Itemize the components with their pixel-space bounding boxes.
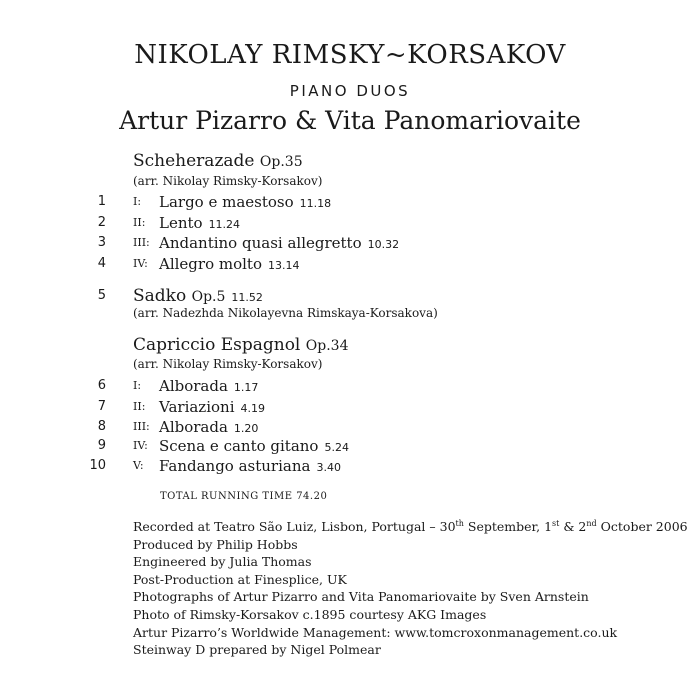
movement-name: Largo e maestoso — [159, 193, 294, 211]
track-number: 7 — [97, 399, 106, 414]
movement-name: Alborada — [159, 418, 228, 436]
movement-title — [159, 436, 349, 458]
track-number: 1 — [97, 194, 106, 209]
credit-line: Steinway D prepared by Nigel Polmear — [133, 642, 381, 658]
track-row-sadko — [0, 286, 700, 306]
track-row — [0, 233, 700, 253]
work-title-sadko — [133, 286, 263, 308]
track-number: 2 — [97, 215, 106, 230]
work-title-capriccio — [133, 335, 349, 356]
track-number: 3 — [97, 235, 106, 250]
track-number: 5 — [97, 288, 106, 303]
credit-text: September, 1 — [463, 519, 553, 534]
track-duration: 11.18 — [299, 197, 332, 210]
track-duration: 10.32 — [367, 238, 400, 251]
movement-number: V: — [133, 459, 144, 472]
track-duration: 5.24 — [324, 441, 349, 454]
credit-line: Post-Production at Finesplice, UK — [133, 571, 347, 587]
track-number: 6 — [97, 378, 106, 393]
work-arranger: (arr. Nikolay Rimsky-Korsakov) — [133, 357, 323, 371]
track-number: 10 — [89, 458, 106, 473]
track-duration: 1.17 — [233, 381, 259, 394]
movement-title — [159, 192, 331, 214]
track-duration: 11.24 — [208, 218, 241, 231]
work-opus: Op.5 — [191, 289, 226, 305]
work-opus: Op.35 — [259, 154, 303, 170]
composer-name: NIKOLAY RIMSKY~KORSAKOV — [134, 40, 566, 70]
track-row — [0, 254, 700, 274]
track-duration: 11.52 — [231, 291, 263, 304]
work-name: Scheherazade — [133, 151, 255, 171]
ordinal-suffix: nd — [586, 518, 597, 528]
track-row — [0, 192, 700, 212]
credit-line: Produced by Philip Hobbs — [133, 536, 298, 552]
movement-name: Scena e canto gitano — [159, 437, 319, 455]
track-row — [0, 436, 700, 456]
work-arranger: (arr. Nikolay Rimsky-Korsakov) — [133, 174, 323, 188]
movement-title — [159, 213, 240, 235]
movement-number: II: — [133, 216, 146, 229]
ordinal-suffix: th — [455, 518, 464, 528]
track-duration: 3.40 — [316, 461, 341, 474]
track-duration: 13.14 — [268, 259, 300, 272]
movement-name: Variazioni — [159, 398, 235, 416]
movement-title — [159, 233, 399, 255]
work-name: Capriccio Espagnol — [133, 335, 301, 355]
movement-name: Fandango asturiana — [159, 457, 311, 475]
movement-title — [159, 397, 265, 419]
movement-number: II: — [133, 400, 146, 413]
credit-recorded — [133, 518, 688, 536]
movement-name: Allegro molto — [159, 255, 262, 273]
ordinal-suffix: st — [552, 518, 560, 528]
movement-number: I: — [133, 195, 142, 208]
credit-text: Recorded at Teatro São Luiz, Lisbon, Portugal – 30 — [133, 519, 456, 534]
track-duration: 4.19 — [240, 402, 265, 415]
movement-name: Andantino quasi allegretto — [159, 234, 362, 252]
album-subtitle: PIANO DUOS — [289, 82, 411, 100]
track-duration: 1.20 — [233, 422, 259, 435]
track-number: 8 — [97, 419, 106, 434]
total-running-time: TOTAL RUNNING TIME 74.20 — [160, 491, 328, 502]
movement-number: I: — [133, 379, 142, 392]
movement-number: IV: — [133, 257, 148, 270]
track-number: 9 — [97, 438, 106, 453]
movement-name: Lento — [159, 214, 203, 232]
work-arranger: (arr. Nadezhda Nikolayevna Rimskaya-Korsakova) — [133, 306, 438, 320]
track-row — [0, 376, 700, 396]
credit-text: October 2006 — [596, 519, 688, 534]
movement-number: III: — [133, 420, 150, 433]
movement-number: III: — [133, 236, 150, 249]
track-number: 4 — [97, 256, 106, 271]
movement-title — [159, 376, 258, 398]
credit-text: & 2 — [559, 519, 587, 534]
credit-line: Engineered by Julia Thomas — [133, 554, 312, 570]
movement-name: Alborada — [159, 377, 228, 395]
track-row — [0, 456, 700, 476]
movement-title — [159, 254, 300, 276]
work-name: Sadko — [133, 286, 187, 306]
movement-number: IV: — [133, 439, 148, 452]
track-row — [0, 417, 700, 437]
performers: Artur Pizarro & Vita Panomariovaite — [119, 106, 581, 135]
work-opus: Op.34 — [305, 338, 349, 354]
credit-line: Artur Pizarro’s Worldwide Management: www.tomcroxonmanagement.co.uk — [133, 624, 618, 640]
track-row — [0, 397, 700, 417]
movement-title — [159, 456, 341, 478]
credit-line: Photographs of Artur Pizarro and Vita Panomariovaite by Sven Arnstein — [133, 589, 589, 605]
work-title-scheherazade — [133, 151, 303, 172]
credits — [133, 518, 688, 659]
credit-line: Photo of Rimsky-Korsakov c.1895 courtesy AKG Images — [133, 606, 487, 622]
track-row — [0, 213, 700, 233]
